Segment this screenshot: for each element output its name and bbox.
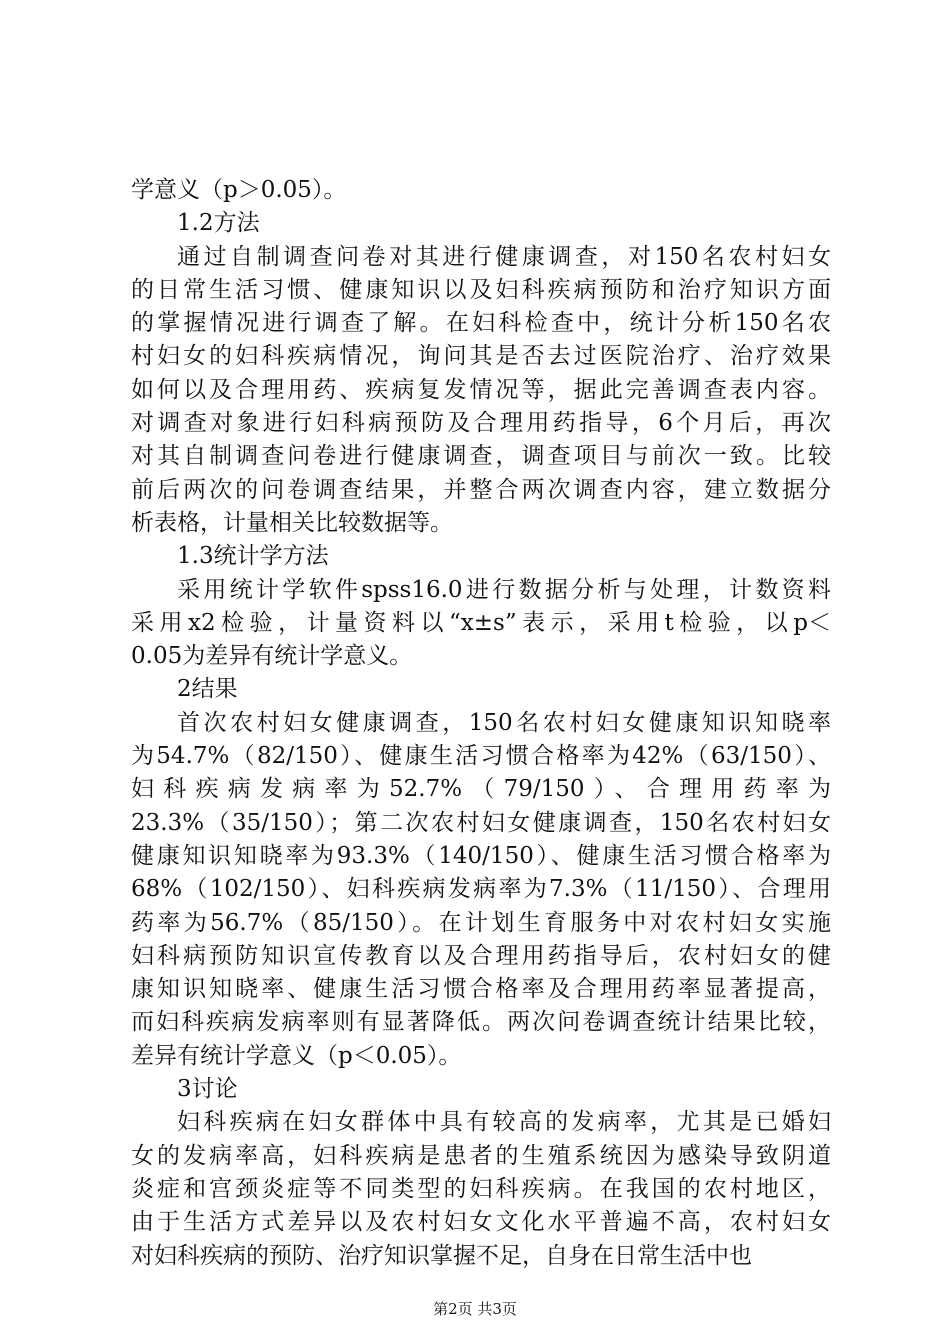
- text-line: 健康知识知晓率为93.3%（140/150）、健康生活习惯合格率为: [131, 842, 831, 869]
- text-line: 采用x2检验，计量资料以“x±s”表示，采用t检验，以p＜: [131, 609, 831, 636]
- text-line: 由于生活方式差异以及农村妇女文化水平普遍不高，农村妇女: [131, 1209, 831, 1236]
- text-line: 通过自制调查问卷对其进行健康调查，对150名农村妇女: [177, 243, 831, 270]
- text-line: 0.05为差异有统计学意义。: [131, 643, 413, 670]
- text-line: 23.3%（35/150）；第二次农村妇女健康调查，150名农村妇女: [131, 809, 831, 836]
- text-line: 2结果: [177, 676, 238, 703]
- text-line: 68%（102/150）、妇科疾病发病率为7.3%（11/150）、合理用: [131, 876, 831, 903]
- text-line: 对调查对象进行妇科病预防及合理用药指导，6个月后，再次: [131, 410, 831, 437]
- text-line: 1.2方法: [177, 210, 260, 237]
- text-line: 首次农村妇女健康调查，150名农村妇女健康知识知晓率: [177, 709, 831, 736]
- text-line: 前后两次的问卷调查结果，并整合两次调查内容，建立数据分: [131, 476, 831, 503]
- text-line: 村妇女的妇科疾病情况，询问其是否去过医院治疗、治疗效果: [131, 343, 831, 370]
- text-line: 学意义（p＞0.05）。: [131, 177, 347, 203]
- text-line: 3讨论: [177, 1076, 238, 1103]
- text-line: 析表格，计量相关比较数据等。: [131, 509, 453, 536]
- text-line: 对妇科疾病的预防、治疗知识掌握不足，自身在日常生活中也: [131, 1242, 752, 1269]
- text-line: 差异有统计学意义（p＜0.05）。: [131, 1042, 462, 1069]
- document-body: [131, 174, 831, 1273]
- text-line: 如何以及合理用药、疾病复发情况等，据此完善调查表内容。: [131, 376, 831, 403]
- text-line: 为54.7%（82/150）、健康生活习惯合格率为42%（63/150）、: [131, 743, 831, 770]
- text-line: 炎症和宫颈炎症等不同类型的妇科疾病。在我国的农村地区，: [131, 1175, 831, 1202]
- text-line: 1.3统计学方法: [177, 543, 329, 570]
- text-line: 康知识知晓率、健康生活习惯合格率及合理用药率显著提高，: [131, 976, 831, 1003]
- text-line: 妇科疾病发病率为52.7%（79/150）、合理用药率为: [131, 776, 831, 803]
- text-line: 对其自制调查问卷进行健康调查，调查项目与前次一致。比较: [131, 443, 831, 470]
- text-line: 妇科疾病在妇女群体中具有较高的发病率，尤其是已婚妇: [177, 1109, 831, 1136]
- text-line: 而妇科疾病发病率则有显著降低。两次问卷调查统计结果比较，: [131, 1009, 831, 1036]
- text-line: 的日常生活习惯、健康知识以及妇科疾病预防和治疗知识方面: [131, 276, 831, 303]
- text-line: 的掌握情况进行调查了解。在妇科检查中，统计分析150名农: [131, 310, 831, 337]
- text-line: 药率为56.7%（85/150）。在计划生育服务中对农村妇女实施: [131, 909, 831, 936]
- text-line: 妇科病预防知识宣传教育以及合理用药指导后，农村妇女的健: [131, 942, 831, 969]
- page-footer: 第2页 共3页: [433, 1300, 517, 1318]
- text-line: 女的发病率高，妇科疾病是患者的生殖系统因为感染导致阴道: [131, 1142, 831, 1169]
- text-line: 采用统计学软件spss16.0进行数据分析与处理，计数资料: [177, 576, 831, 603]
